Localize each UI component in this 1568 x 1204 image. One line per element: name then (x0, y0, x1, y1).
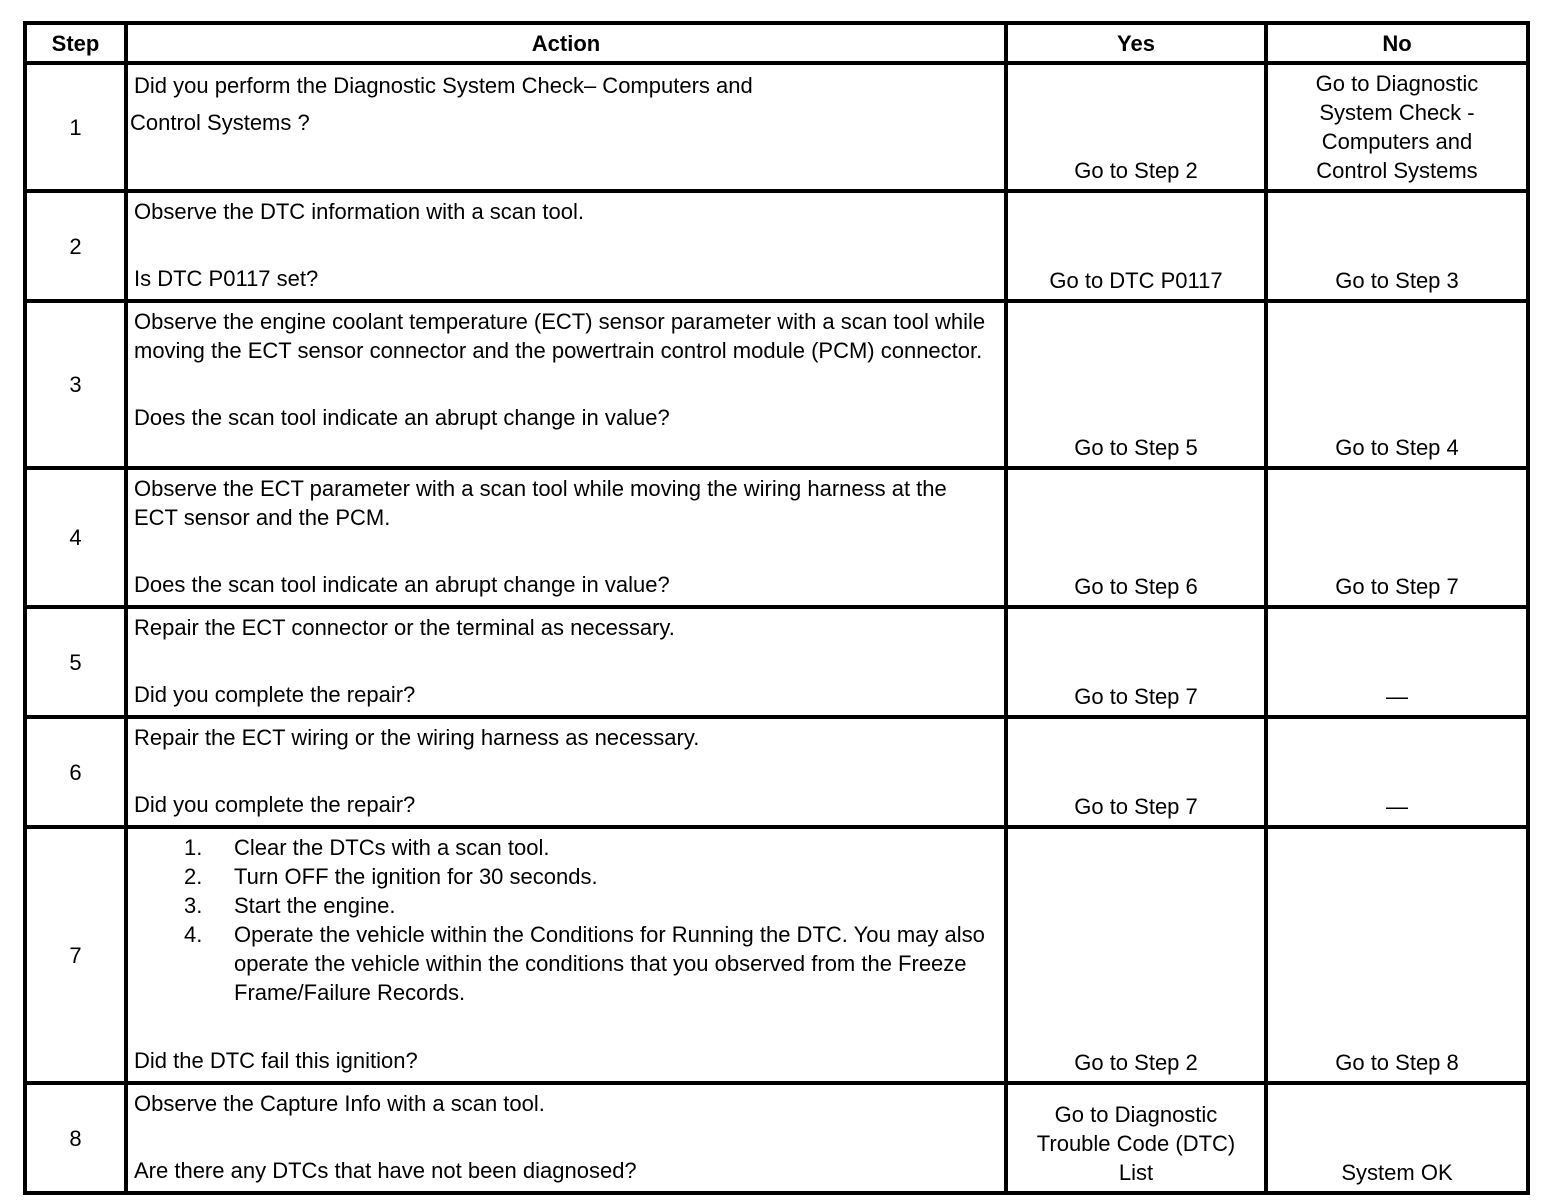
yes-cell: Go to Step 7 (1006, 717, 1266, 827)
list-item-text: Operate the vehicle within the Conditions for Running the DTC. You may also operate the vehicle within the conditions that you observed from the Freeze Frame/Failure Records. (234, 922, 985, 1005)
list-item-text: Start the engine. (234, 893, 396, 918)
action-text: Observe the Capture Info with a scan tool. (134, 1091, 545, 1116)
yes-cell: Go to Step 6 (1006, 468, 1266, 607)
list-item (134, 833, 998, 862)
action-text: Observe the engine coolant temperature (ECT) sensor parameter with a scan tool while moving the ECT sensor connector and the powertrain control module (PCM) connector. (134, 309, 986, 363)
header-action: Action (126, 23, 1006, 63)
list-item-number: 4. (184, 922, 203, 947)
table-row (25, 63, 1528, 191)
action-question: Did you complete the repair? (134, 792, 416, 817)
list-item (134, 920, 998, 1007)
no-cell: — (1266, 717, 1528, 827)
action-step-list (134, 833, 998, 1007)
no-cell: Go to Step 3 (1266, 191, 1528, 301)
action-text: Repair the ECT wiring or the wiring harness as necessary. (134, 725, 700, 750)
step-number: 4 (25, 468, 126, 607)
list-item-number: 3. (184, 893, 203, 918)
yes-cell: Go to Step 2 (1006, 63, 1266, 191)
step-number: 1 (25, 63, 126, 191)
action-cell (126, 468, 1006, 607)
yes-cell: Go to Diagnostic Trouble Code (DTC) List (1006, 1083, 1266, 1193)
no-cell: Go to Step 7 (1266, 468, 1528, 607)
step-number: 8 (25, 1083, 126, 1193)
no-cell: Go to Diagnostic System Check - Computers and Control Systems (1266, 63, 1528, 191)
no-cell: System OK (1266, 1083, 1528, 1193)
header-row (25, 23, 1528, 63)
no-cell: Go to Step 8 (1266, 827, 1528, 1083)
action-text: Did you perform the Diagnostic System Check– Computers and (134, 73, 753, 98)
header-step: Step (25, 23, 126, 63)
yes-cell: Go to Step 2 (1006, 827, 1266, 1083)
action-text: Control Systems ? (130, 110, 310, 135)
no-cell: — (1266, 607, 1528, 717)
action-cell (126, 717, 1006, 827)
list-item-text: Clear the DTCs with a scan tool. (234, 835, 550, 860)
list-item (134, 891, 998, 920)
table-row (25, 468, 1528, 607)
table-row (25, 607, 1528, 717)
list-item-number: 1. (184, 835, 203, 860)
step-number: 6 (25, 717, 126, 827)
table-row (25, 717, 1528, 827)
step-number: 5 (25, 607, 126, 717)
list-item-number: 2. (184, 864, 203, 889)
table-row (25, 301, 1528, 468)
action-text: Repair the ECT connector or the terminal as necessary. (134, 615, 675, 640)
action-question: Did you complete the repair? (134, 682, 416, 707)
no-cell: Go to Step 4 (1266, 301, 1528, 468)
action-cell (126, 607, 1006, 717)
action-question: Does the scan tool indicate an abrupt change in value? (134, 405, 670, 430)
action-question: Does the scan tool indicate an abrupt change in value? (134, 572, 670, 597)
action-question: Did the DTC fail this ignition? (134, 1048, 418, 1073)
action-cell (126, 301, 1006, 468)
action-cell (126, 1083, 1006, 1193)
list-item-text: Turn OFF the ignition for 30 seconds. (234, 864, 598, 889)
diagnostic-table (23, 21, 1530, 1195)
action-cell (126, 191, 1006, 301)
yes-cell: Go to Step 7 (1006, 607, 1266, 717)
action-text: Observe the DTC information with a scan tool. (134, 199, 584, 224)
table-row (25, 827, 1528, 1083)
table-row (25, 191, 1528, 301)
list-item (134, 862, 998, 891)
action-cell (126, 63, 1006, 191)
step-number: 7 (25, 827, 126, 1083)
action-text: Observe the ECT parameter with a scan tool while moving the wiring harness at the ECT sensor and the PCM. (134, 476, 947, 530)
yes-cell: Go to DTC P0117 (1006, 191, 1266, 301)
header-yes: Yes (1006, 23, 1266, 63)
yes-cell: Go to Step 5 (1006, 301, 1266, 468)
action-question: Is DTC P0117 set? (134, 266, 319, 291)
step-number: 2 (25, 191, 126, 301)
header-no: No (1266, 23, 1528, 63)
action-question: Are there any DTCs that have not been diagnosed? (134, 1158, 637, 1183)
step-number: 3 (25, 301, 126, 468)
action-cell (126, 827, 1006, 1083)
table-row (25, 1083, 1528, 1193)
